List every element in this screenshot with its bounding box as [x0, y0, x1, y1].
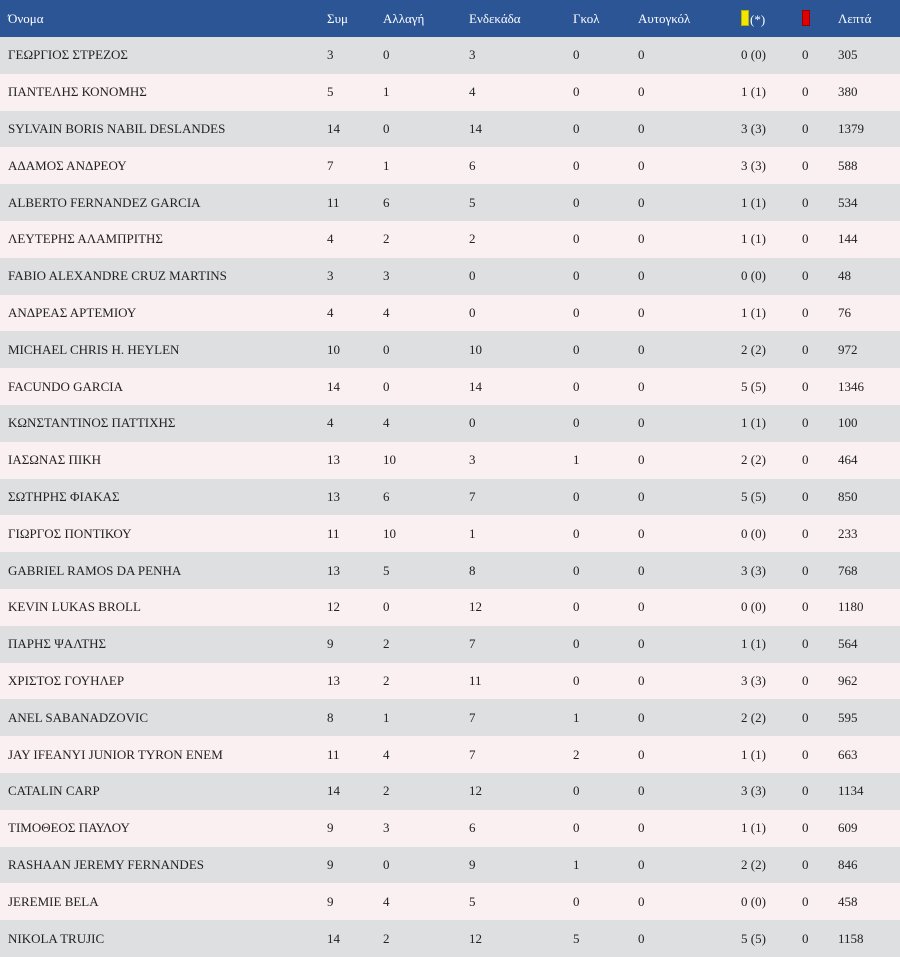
- cell-name[interactable]: ΤΙΜΟΘΕΟΣ ΠΑΥΛΟΥ: [8, 820, 130, 836]
- cell-minutes: 595: [838, 709, 858, 725]
- table-row: [0, 589, 900, 626]
- cell-sub: 10: [383, 452, 396, 468]
- cell-apps: 12: [327, 599, 340, 615]
- cell-starting: 6: [469, 820, 476, 836]
- cell-goals: 0: [573, 488, 580, 504]
- cell-red-cards: 0: [802, 231, 809, 247]
- cell-red-cards: 0: [802, 120, 809, 136]
- cell-goals: 0: [573, 120, 580, 136]
- cell-yellow-cards: 0 (0): [741, 268, 766, 284]
- cell-name[interactable]: ΛΕΥΤΕΡΗΣ ΑΛΑΜΠΡΙΤΗΣ: [8, 231, 163, 247]
- header-goals[interactable]: Γκολ: [573, 10, 600, 26]
- cell-yellow-cards: 0 (0): [741, 525, 766, 541]
- header-red-cards[interactable]: [802, 0, 838, 37]
- cell-red-cards: 0: [802, 304, 809, 320]
- cell-sub: 4: [383, 304, 390, 320]
- table-row: [0, 810, 900, 847]
- cell-minutes: 144: [838, 231, 858, 247]
- cell-goals: 0: [573, 378, 580, 394]
- cell-starting: 12: [469, 930, 482, 946]
- header-yellow-suffix: (*): [750, 11, 766, 27]
- cell-sub: 6: [383, 488, 390, 504]
- cell-red-cards: 0: [802, 562, 809, 578]
- cell-goals: 0: [573, 304, 580, 320]
- cell-starting: 7: [469, 709, 476, 725]
- cell-starting: 7: [469, 488, 476, 504]
- cell-minutes: 588: [838, 157, 858, 173]
- cell-red-cards: 0: [802, 157, 809, 173]
- cell-sub: 2: [383, 930, 390, 946]
- cell-own-goals: 0: [638, 268, 645, 284]
- table-row: [0, 184, 900, 221]
- table-row: [0, 147, 900, 184]
- table-row: [0, 626, 900, 663]
- cell-name[interactable]: MICHAEL CHRIS H. HEYLEN: [8, 341, 180, 357]
- cell-goals: 0: [573, 47, 580, 63]
- cell-apps: 9: [327, 820, 334, 836]
- cell-red-cards: 0: [802, 268, 809, 284]
- cell-minutes: 564: [838, 636, 858, 652]
- cell-starting: 8: [469, 562, 476, 578]
- cell-name[interactable]: JAY IFEANYI JUNIOR TYRON ENEM: [8, 746, 223, 762]
- cell-goals: 0: [573, 672, 580, 688]
- cell-name[interactable]: GABRIEL RAMOS DA PENHA: [8, 562, 182, 578]
- cell-minutes: 663: [838, 746, 858, 762]
- cell-minutes: 380: [838, 84, 858, 100]
- cell-yellow-cards: 2 (2): [741, 709, 766, 725]
- cell-apps: 14: [327, 783, 340, 799]
- cell-own-goals: 0: [638, 856, 645, 872]
- cell-name[interactable]: ΓΕΩΡΓΙΟΣ ΣΤΡΕΖΟΣ: [8, 47, 128, 63]
- cell-own-goals: 0: [638, 930, 645, 946]
- table-row: [0, 221, 900, 258]
- cell-red-cards: 0: [802, 599, 809, 615]
- cell-starting: 0: [469, 268, 476, 284]
- cell-minutes: 962: [838, 672, 858, 688]
- cell-own-goals: 0: [638, 304, 645, 320]
- cell-red-cards: 0: [802, 746, 809, 762]
- cell-name[interactable]: ALBERTO FERNANDEZ GARCIA: [8, 194, 201, 210]
- cell-apps: 14: [327, 930, 340, 946]
- cell-sub: 0: [383, 341, 390, 357]
- cell-minutes: 609: [838, 820, 858, 836]
- cell-apps: 14: [327, 120, 340, 136]
- cell-own-goals: 0: [638, 157, 645, 173]
- cell-starting: 12: [469, 783, 482, 799]
- cell-goals: 0: [573, 341, 580, 357]
- cell-minutes: 100: [838, 415, 858, 431]
- cell-own-goals: 0: [638, 709, 645, 725]
- cell-own-goals: 0: [638, 194, 645, 210]
- cell-starting: 7: [469, 746, 476, 762]
- cell-red-cards: 0: [802, 672, 809, 688]
- cell-red-cards: 0: [802, 415, 809, 431]
- cell-minutes: 1180: [838, 599, 864, 615]
- cell-sub: 2: [383, 231, 390, 247]
- cell-name[interactable]: FACUNDO GARCIA: [8, 378, 123, 394]
- cell-minutes: 850: [838, 488, 858, 504]
- cell-yellow-cards: 3 (3): [741, 120, 766, 136]
- table-row: [0, 442, 900, 479]
- cell-sub: 0: [383, 856, 390, 872]
- cell-red-cards: 0: [802, 636, 809, 652]
- cell-goals: 2: [573, 746, 580, 762]
- cell-goals: 0: [573, 231, 580, 247]
- cell-own-goals: 0: [638, 525, 645, 541]
- cell-starting: 5: [469, 893, 476, 909]
- cell-name[interactable]: FABIO ALEXANDRE CRUZ MARTINS: [8, 268, 227, 284]
- cell-goals: 0: [573, 268, 580, 284]
- cell-yellow-cards: 0 (0): [741, 893, 766, 909]
- cell-yellow-cards: 1 (1): [741, 820, 766, 836]
- cell-minutes: 1346: [838, 378, 864, 394]
- cell-minutes: 48: [838, 268, 851, 284]
- cell-sub: 5: [383, 562, 390, 578]
- cell-minutes: 768: [838, 562, 858, 578]
- cell-starting: 2: [469, 231, 476, 247]
- cell-minutes: 534: [838, 194, 858, 210]
- header-apps[interactable]: Συμ: [327, 10, 348, 26]
- cell-apps: 3: [327, 268, 334, 284]
- cell-goals: 0: [573, 783, 580, 799]
- cell-starting: 10: [469, 341, 482, 357]
- cell-name[interactable]: ΠΑΡΗΣ ΨΑΛΤΗΣ: [8, 636, 107, 652]
- cell-starting: 0: [469, 304, 476, 320]
- cell-apps: 9: [327, 893, 334, 909]
- cell-sub: 0: [383, 120, 390, 136]
- cell-apps: 9: [327, 856, 334, 872]
- header-starting[interactable]: Ενδεκάδα: [469, 10, 521, 26]
- cell-red-cards: 0: [802, 194, 809, 210]
- cell-sub: 3: [383, 268, 390, 284]
- cell-name[interactable]: ΑΔΑΜΟΣ ΑΝΔΡΕΟΥ: [8, 157, 127, 173]
- table-row: [0, 479, 900, 516]
- cell-yellow-cards: 3 (3): [741, 157, 766, 173]
- cell-minutes: 1158: [838, 930, 864, 946]
- cell-red-cards: 0: [802, 709, 809, 725]
- cell-starting: 5: [469, 194, 476, 210]
- cell-minutes: 458: [838, 893, 858, 909]
- header-own-goals[interactable]: Αυτογκόλ: [638, 10, 691, 26]
- cell-starting: 14: [469, 378, 482, 394]
- cell-own-goals: 0: [638, 231, 645, 247]
- table-row: [0, 258, 900, 295]
- cell-apps: 11: [327, 746, 340, 762]
- cell-starting: 14: [469, 120, 482, 136]
- cell-sub: 10: [383, 525, 396, 541]
- cell-red-cards: 0: [802, 783, 809, 799]
- cell-yellow-cards: 2 (2): [741, 856, 766, 872]
- cell-own-goals: 0: [638, 378, 645, 394]
- cell-yellow-cards: 2 (2): [741, 452, 766, 468]
- table-row: [0, 736, 900, 773]
- cell-sub: 4: [383, 893, 390, 909]
- cell-own-goals: 0: [638, 84, 645, 100]
- cell-own-goals: 0: [638, 562, 645, 578]
- cell-apps: 3: [327, 47, 334, 63]
- cell-minutes: 1379: [838, 120, 864, 136]
- cell-apps: 4: [327, 304, 334, 320]
- cell-goals: 0: [573, 84, 580, 100]
- cell-name[interactable]: ΠΑΝΤΕΛΗΣ ΚΟΝΟΜΗΣ: [8, 84, 147, 100]
- cell-name[interactable]: SYLVAIN BORIS NABIL DESLANDES: [8, 120, 226, 136]
- cell-own-goals: 0: [638, 783, 645, 799]
- cell-goals: 0: [573, 157, 580, 173]
- cell-sub: 0: [383, 47, 390, 63]
- header-minutes[interactable]: Λεπτά: [838, 10, 872, 26]
- header-name[interactable]: Όνομα: [8, 10, 44, 26]
- cell-sub: 2: [383, 783, 390, 799]
- cell-red-cards: 0: [802, 84, 809, 100]
- cell-apps: 13: [327, 672, 340, 688]
- yellow-card-icon: [741, 10, 749, 26]
- cell-yellow-cards: 3 (3): [741, 562, 766, 578]
- table-row: [0, 74, 900, 111]
- cell-apps: 11: [327, 525, 340, 541]
- cell-goals: 0: [573, 562, 580, 578]
- header-yellow-cards[interactable]: [741, 0, 802, 37]
- cell-goals: 0: [573, 194, 580, 210]
- table-row: [0, 920, 900, 957]
- header-sub[interactable]: Αλλαγή: [383, 10, 425, 26]
- cell-yellow-cards: 1 (1): [741, 636, 766, 652]
- cell-apps: 8: [327, 709, 334, 725]
- table-row: [0, 552, 900, 589]
- cell-starting: 6: [469, 157, 476, 173]
- cell-name[interactable]: KEVIN LUKAS BROLL: [8, 599, 141, 615]
- cell-apps: 13: [327, 562, 340, 578]
- cell-starting: 4: [469, 84, 476, 100]
- cell-sub: 2: [383, 636, 390, 652]
- cell-name[interactable]: ΧΡΙΣΤΟΣ ΓΟΥΗΛΕΡ: [8, 672, 125, 688]
- cell-starting: 11: [469, 672, 482, 688]
- cell-goals: 0: [573, 415, 580, 431]
- cell-starting: 9: [469, 856, 476, 872]
- cell-sub: 4: [383, 746, 390, 762]
- cell-sub: 1: [383, 709, 390, 725]
- cell-sub: 2: [383, 672, 390, 688]
- cell-goals: 1: [573, 856, 580, 872]
- table-row: [0, 295, 900, 332]
- cell-sub: 1: [383, 84, 390, 100]
- cell-red-cards: 0: [802, 341, 809, 357]
- cell-own-goals: 0: [638, 47, 645, 63]
- table-row: [0, 515, 900, 552]
- cell-goals: 0: [573, 636, 580, 652]
- red-card-icon: [802, 10, 810, 26]
- cell-apps: 4: [327, 415, 334, 431]
- cell-own-goals: 0: [638, 452, 645, 468]
- cell-goals: 0: [573, 525, 580, 541]
- cell-sub: 1: [383, 157, 390, 173]
- cell-own-goals: 0: [638, 341, 645, 357]
- cell-goals: 5: [573, 930, 580, 946]
- cell-red-cards: 0: [802, 488, 809, 504]
- table-header-row: [0, 0, 900, 37]
- cell-apps: 7: [327, 157, 334, 173]
- cell-red-cards: 0: [802, 378, 809, 394]
- cell-own-goals: 0: [638, 636, 645, 652]
- cell-name[interactable]: ΚΩΝΣΤΑΝΤΙΝΟΣ ΠΑΤΤΙΧΗΣ: [8, 415, 176, 431]
- cell-name[interactable]: ΓΙΩΡΓΟΣ ΠΟΝΤΙΚΟΥ: [8, 525, 132, 541]
- cell-name[interactable]: NIKOLA TRUJIC: [8, 930, 105, 946]
- cell-red-cards: 0: [802, 930, 809, 946]
- cell-red-cards: 0: [802, 452, 809, 468]
- cell-apps: 4: [327, 231, 334, 247]
- cell-starting: 3: [469, 47, 476, 63]
- table-row: [0, 368, 900, 405]
- cell-yellow-cards: 1 (1): [741, 746, 766, 762]
- table-row: [0, 847, 900, 884]
- cell-name[interactable]: CATALIN CARP: [8, 783, 100, 799]
- cell-apps: 5: [327, 84, 334, 100]
- cell-red-cards: 0: [802, 820, 809, 836]
- cell-starting: 0: [469, 415, 476, 431]
- cell-minutes: 233: [838, 525, 858, 541]
- cell-sub: 4: [383, 415, 390, 431]
- cell-apps: 14: [327, 378, 340, 394]
- cell-goals: 0: [573, 893, 580, 909]
- cell-sub: 0: [383, 378, 390, 394]
- cell-yellow-cards: 3 (3): [741, 672, 766, 688]
- cell-name[interactable]: ΑΝΔΡΕΑΣ ΑΡΤΕΜΙΟΥ: [8, 304, 137, 320]
- cell-own-goals: 0: [638, 120, 645, 136]
- cell-yellow-cards: 2 (2): [741, 341, 766, 357]
- cell-yellow-cards: 3 (3): [741, 783, 766, 799]
- cell-name[interactable]: JEREMIE BELA: [8, 893, 99, 909]
- cell-minutes: 1134: [838, 783, 864, 799]
- cell-starting: 1: [469, 525, 476, 541]
- table-row: [0, 663, 900, 700]
- cell-yellow-cards: 1 (1): [741, 84, 766, 100]
- cell-apps: 13: [327, 452, 340, 468]
- cell-sub: 6: [383, 194, 390, 210]
- table-row: [0, 37, 900, 74]
- table-row: [0, 699, 900, 736]
- cell-goals: 0: [573, 820, 580, 836]
- table-row: [0, 883, 900, 920]
- cell-minutes: 972: [838, 341, 858, 357]
- table-row: [0, 773, 900, 810]
- cell-yellow-cards: 5 (5): [741, 488, 766, 504]
- cell-starting: 3: [469, 452, 476, 468]
- cell-red-cards: 0: [802, 47, 809, 63]
- table-row: [0, 405, 900, 442]
- cell-name[interactable]: ΙΑΣΩΝΑΣ ΠΙΚΗ: [8, 452, 102, 468]
- cell-starting: 7: [469, 636, 476, 652]
- cell-yellow-cards: 1 (1): [741, 231, 766, 247]
- cell-own-goals: 0: [638, 415, 645, 431]
- cell-own-goals: 0: [638, 746, 645, 762]
- cell-name[interactable]: ANEL SABANADZOVIC: [8, 709, 148, 725]
- cell-apps: 9: [327, 636, 334, 652]
- cell-red-cards: 0: [802, 893, 809, 909]
- cell-apps: 13: [327, 488, 340, 504]
- cell-goals: 1: [573, 709, 580, 725]
- cell-starting: 12: [469, 599, 482, 615]
- cell-red-cards: 0: [802, 525, 809, 541]
- cell-sub: 3: [383, 820, 390, 836]
- cell-yellow-cards: 1 (1): [741, 304, 766, 320]
- cell-apps: 11: [327, 194, 340, 210]
- cell-sub: 0: [383, 599, 390, 615]
- cell-apps: 10: [327, 341, 340, 357]
- cell-yellow-cards: 1 (1): [741, 415, 766, 431]
- cell-minutes: 846: [838, 856, 858, 872]
- cell-own-goals: 0: [638, 893, 645, 909]
- cell-own-goals: 0: [638, 488, 645, 504]
- cell-yellow-cards: 0 (0): [741, 599, 766, 615]
- cell-name[interactable]: RASHAAN JEREMY FERNANDES: [8, 856, 204, 872]
- cell-yellow-cards: 0 (0): [741, 47, 766, 63]
- cell-minutes: 76: [838, 304, 851, 320]
- table-row: [0, 331, 900, 368]
- cell-goals: 0: [573, 599, 580, 615]
- cell-red-cards: 0: [802, 856, 809, 872]
- cell-minutes: 305: [838, 47, 858, 63]
- cell-yellow-cards: 5 (5): [741, 930, 766, 946]
- table-row: [0, 111, 900, 148]
- cell-goals: 1: [573, 452, 580, 468]
- cell-name[interactable]: ΣΩΤΗΡΗΣ ΦΙΑΚΑΣ: [8, 488, 120, 504]
- table-body: [0, 37, 900, 957]
- cell-yellow-cards: 5 (5): [741, 378, 766, 394]
- cell-yellow-cards: 1 (1): [741, 194, 766, 210]
- cell-own-goals: 0: [638, 599, 645, 615]
- cell-own-goals: 0: [638, 672, 645, 688]
- cell-minutes: 464: [838, 452, 858, 468]
- cell-own-goals: 0: [638, 820, 645, 836]
